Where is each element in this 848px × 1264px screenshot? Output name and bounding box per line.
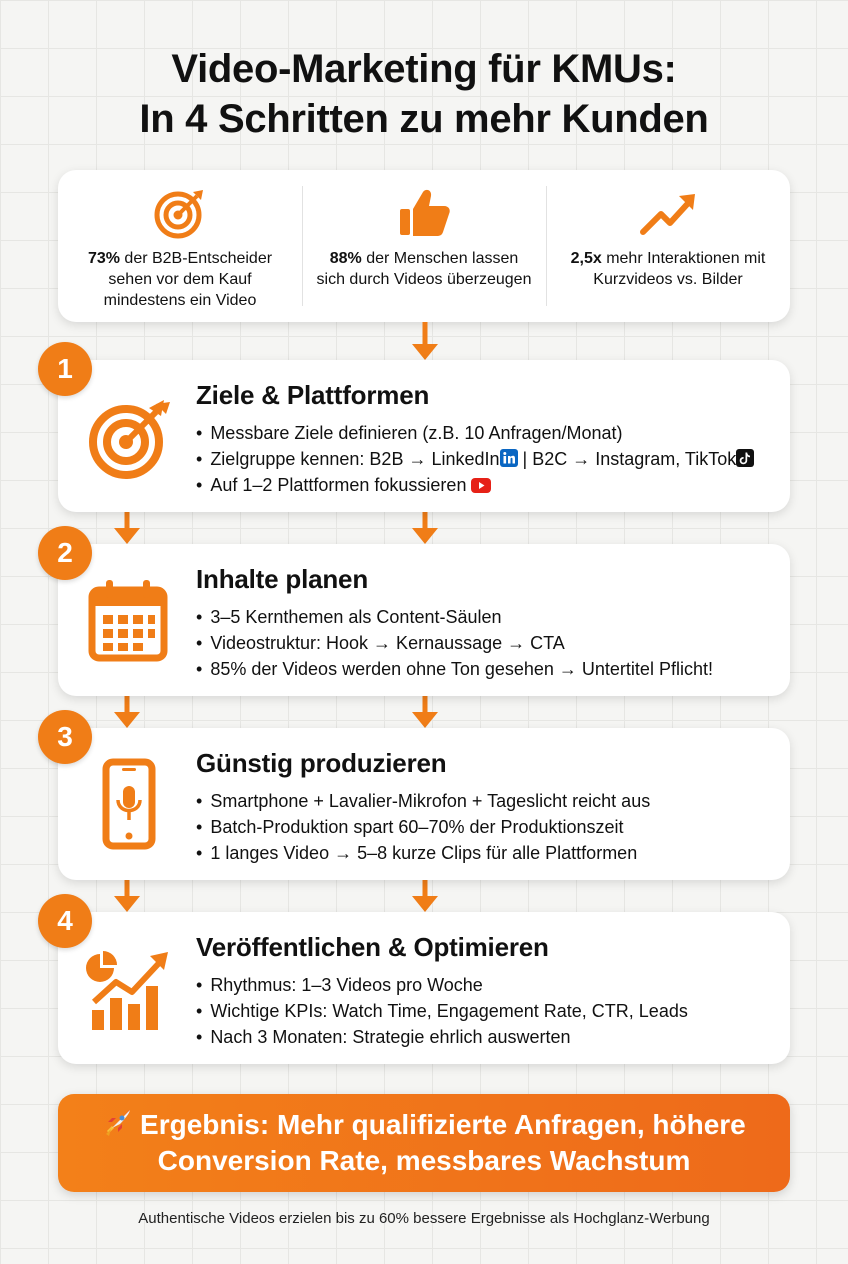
step-number-badge: 2 (38, 526, 92, 580)
target-icon (86, 384, 176, 484)
step-card-2 (58, 544, 790, 696)
growth-chart-icon (86, 936, 176, 1036)
down-arrow-icon (410, 874, 440, 914)
step-list (196, 420, 754, 498)
stat-item (546, 170, 790, 322)
trend-up-icon (639, 184, 697, 242)
tiktok-icon (736, 449, 754, 467)
title-line-2: In 4 Schritten zu mehr Kunden (139, 97, 709, 141)
smartphone-microphone-icon (86, 752, 176, 852)
down-arrow-icon (112, 690, 142, 730)
result-line-2: Conversion Rate, messbares Wachstum (157, 1145, 691, 1176)
youtube-icon (471, 478, 491, 493)
linkedin-icon (500, 449, 518, 467)
list-item: • 85% der Videos werden ohne Ton gesehen → Untertitel Pflicht! (196, 656, 713, 682)
stat-text: 2,5x mehr Interaktionen mit Kurzvideos vs. Bilder (570, 250, 766, 288)
step-title: Günstig produzieren (196, 748, 447, 778)
list-item: • Zielgruppe kennen: B2B → LinkedIn | B2C → Instagram, TikTok (196, 446, 754, 472)
step-card-3 (58, 728, 790, 880)
list-item: • Batch-Produktion spart 60–70% der Produktionszeit (196, 814, 650, 840)
step-number-badge: 3 (38, 710, 92, 764)
step-number-badge: 1 (38, 342, 92, 396)
target-icon (151, 184, 209, 242)
result-banner (58, 1094, 790, 1192)
list-item: • Messbare Ziele definieren (z.B. 10 Anfragen/Monat) (196, 420, 754, 446)
result-line-1: Ergebnis: Mehr qualifizierte Anfragen, höhere (140, 1109, 746, 1140)
step-list (196, 788, 650, 866)
step-title: Veröffentlichen & Optimieren (196, 932, 549, 962)
list-item: • Videostruktur: Hook → Kernaussage → CTA (196, 630, 713, 656)
step-title: Ziele & Plattformen (196, 380, 430, 410)
step-list (196, 972, 688, 1050)
stat-item (302, 170, 546, 322)
list-item: • Rhythmus: 1–3 Videos pro Woche (196, 972, 688, 998)
stat-text: 88% der Menschen lassen sich durch Videos überzeugen (316, 250, 532, 288)
list-item: • Nach 3 Monaten: Strategie ehrlich auswerten (196, 1024, 688, 1050)
thumbs-up-icon (395, 184, 453, 242)
step-title: Inhalte planen (196, 564, 369, 594)
page-title (0, 44, 848, 144)
down-arrow-icon (410, 690, 440, 730)
list-item: • 3–5 Kernthemen als Content-Säulen (196, 604, 713, 630)
step-card-4 (58, 912, 790, 1064)
list-item: • Smartphone + Lavalier-Mikrofon + Tageslicht reicht aus (196, 788, 650, 814)
stat-text: 73% der B2B-Entscheider sehen vor dem Kauf mindestens ein Video (87, 250, 273, 309)
stats-card (58, 170, 790, 322)
list-item: • 1 langes Video → 5–8 kurze Clips für alle Plattformen (196, 840, 650, 866)
stat-item (58, 170, 302, 322)
calendar-icon (86, 568, 176, 668)
step-number-badge: 4 (38, 894, 92, 948)
down-arrow-icon (112, 506, 142, 546)
title-line-1: Video-Marketing für KMUs: (171, 47, 677, 91)
list-item: • Auf 1–2 Plattformen fokussieren (196, 472, 754, 498)
down-arrow-icon (112, 874, 142, 914)
down-arrow-icon (410, 322, 440, 362)
step-list (196, 604, 713, 682)
rocket-icon (102, 1108, 132, 1138)
footer-note: Authentische Videos erzielen bis zu 60% bessere Ergebnisse als Hochglanz-Werbung (138, 1210, 710, 1227)
down-arrow-icon (410, 506, 440, 546)
list-item: • Wichtige KPIs: Watch Time, Engagement Rate, CTR, Leads (196, 998, 688, 1024)
step-card-1 (58, 360, 790, 512)
